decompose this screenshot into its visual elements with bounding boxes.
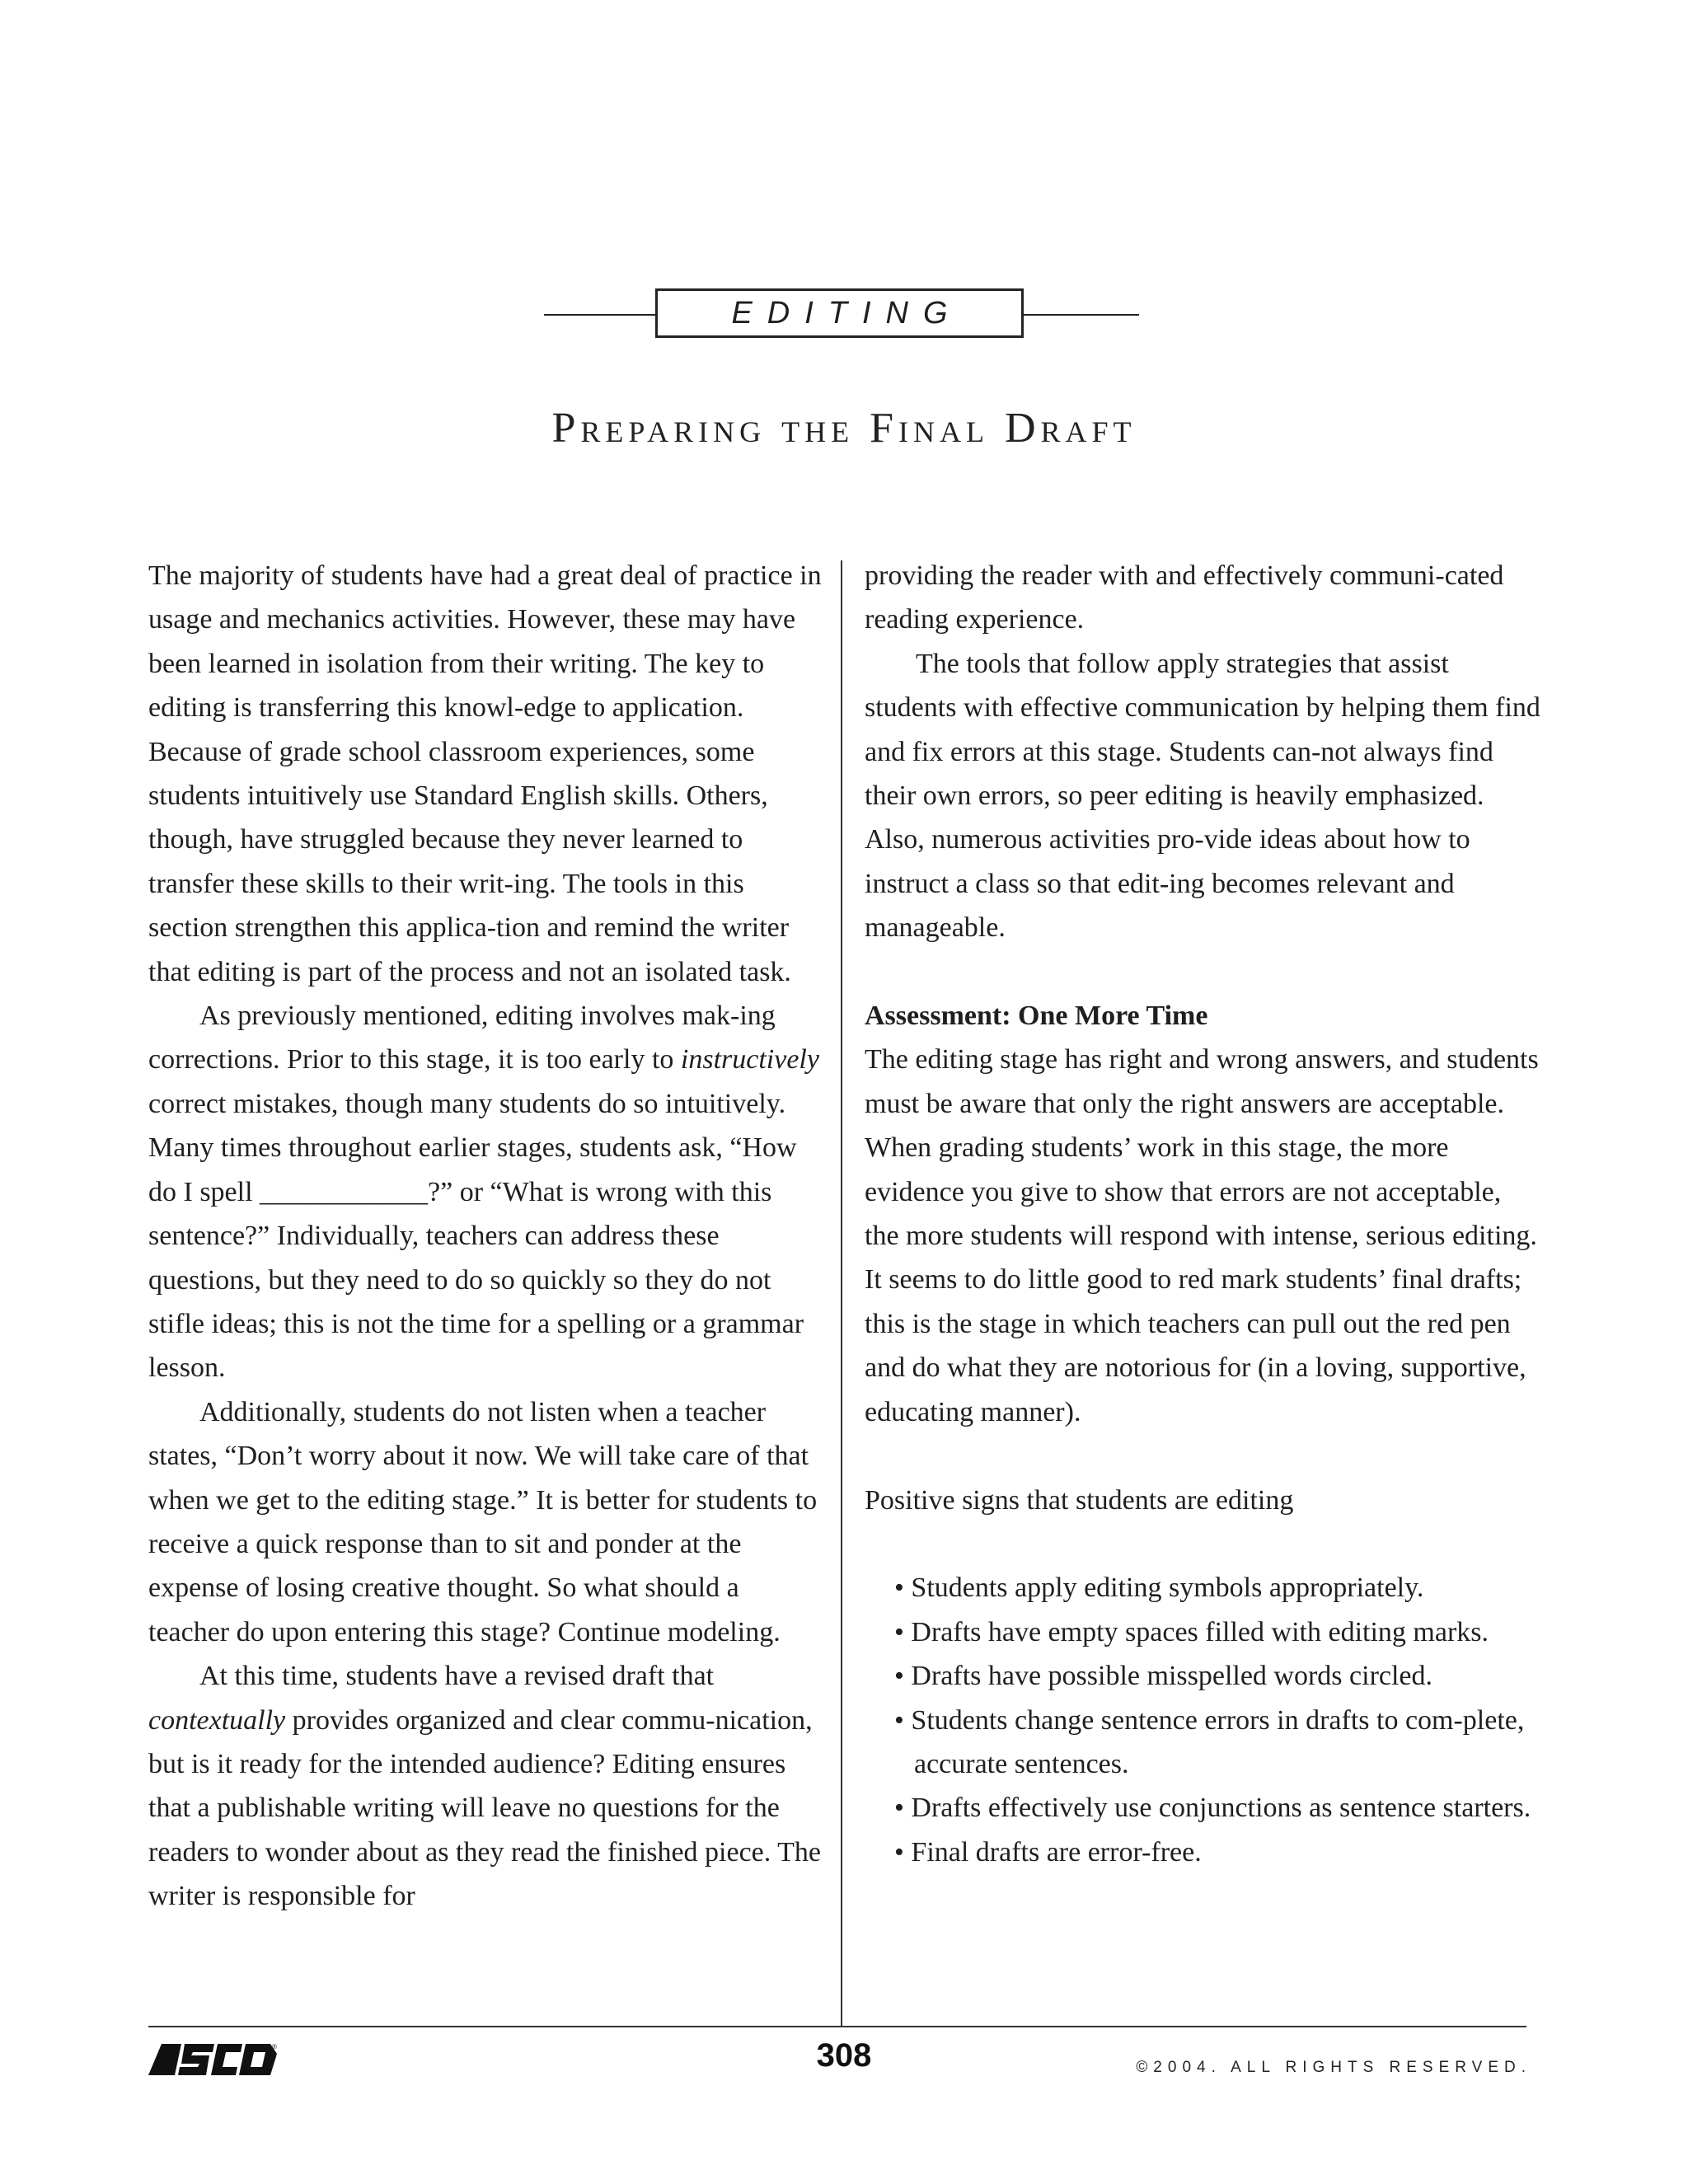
paragraph: The tools that follow apply strategies that assist students with effective communication by helping them find and fix errors at this stage. Students can-not always find their own errors, so peer editing is heavily emphasized. Also, numerous activities pro-vide ideas about how to instruct a class so that edit-ing becomes relevant and manageable. <box>865 648 1540 944</box>
subheading: Assessment: One More Time <box>865 1001 1208 1032</box>
section-header <box>0 288 1688 341</box>
list-item: • Drafts have possible misspelled words circled. <box>894 1654 1540 1698</box>
page-number: 308 <box>816 2037 872 2074</box>
emphasis: instructively <box>680 1044 819 1076</box>
left-column <box>148 554 824 1919</box>
bullet-list <box>865 1566 1540 1874</box>
list-intro: Positive signs that students are editing <box>865 1484 1294 1516</box>
list-item: • Drafts have empty spaces filled with editing marks. <box>894 1610 1540 1654</box>
column-divider <box>841 560 842 2026</box>
svg-text:®: ® <box>272 2043 277 2050</box>
page-title: Preparing the Final Draft <box>551 405 1137 452</box>
paragraph: The majority of students have had a great deal of practice in usage and mechanics activities. However, these may have been learned in isolation from their writing. The key to editing is transferring this knowl-edge to application. Because of grade school classroom experiences, some students intuitively use Standard English skills. Others, though, have struggled because they never learned to transfer these skills to their writ-ing. The tools in this section strengthen this applica-tion and remind the writer that editing is part of the process and not an isolated task. <box>148 560 822 987</box>
spacer <box>865 950 1540 994</box>
paragraph: At this time, students have a revised draft that contextually provides organized and clear commu-nication, but is it ready for the intended audience? Editing ensures that a publishable writing will leave no questions for the readers to wonder about as they read the finished piece. The writer is responsible for <box>148 1661 821 1912</box>
list-item: • Final drafts are error-free. <box>894 1830 1540 1874</box>
list-item: • Drafts effectively use conjunctions as sentence starters. <box>894 1786 1540 1830</box>
emphasis: contextually <box>148 1704 286 1736</box>
list-item: • Students apply editing symbols appropriately. <box>894 1566 1540 1610</box>
header-rule-left <box>544 314 655 316</box>
paragraph: The editing stage has right and wrong answers, and students must be aware that only the right answers are acceptable. When grading students’ work in this stage, the more evidence you give to show that errors are not acceptable, the more students will respond with intense, serious editing. It seems to do little good to red mark students’ final drafts; this is the stage in which teachers can pull out the red pen and do what they are notorious for (in a loving, supportive, educating manner). <box>865 1044 1539 1427</box>
paragraph: As previously mentioned, editing involves mak-ing corrections. Prior to this stage, it is too early to instructively correct mistakes, though many students do so intuitively. Many times throughout earlier stages, students ask, “How do I spell ____________?” or “What is wrong with this sentence?” Individually, teachers can address these questions, but they need to do so quickly so they do not stifle ideas; this is not the time for a spelling or a grammar lesson. <box>148 1001 819 1384</box>
spacer <box>865 1434 1540 1478</box>
header-rule-right <box>1024 314 1139 316</box>
paragraph: providing the reader with and effectively communi-cated reading experience. <box>865 560 1504 635</box>
paragraph: Additionally, students do not listen when a teacher states, “Don’t worry about it now. We will take care of that when we get to the editing stage.” It is better for students to receive a quick response than to sit and ponder at the expense of losing creative thought. So what should a teacher do upon entering this stage? Continue modeling. <box>148 1396 818 1647</box>
spacer <box>865 1522 1540 1566</box>
footer-rule <box>148 2026 1526 2027</box>
section-label: EDITING <box>655 288 1024 338</box>
right-column <box>865 554 1540 1874</box>
copyright: ©2004. ALL RIGHTS RESERVED. <box>1136 2059 1531 2076</box>
list-item: • Students change sentence errors in drafts to com-plete, accurate sentences. <box>894 1699 1540 1787</box>
